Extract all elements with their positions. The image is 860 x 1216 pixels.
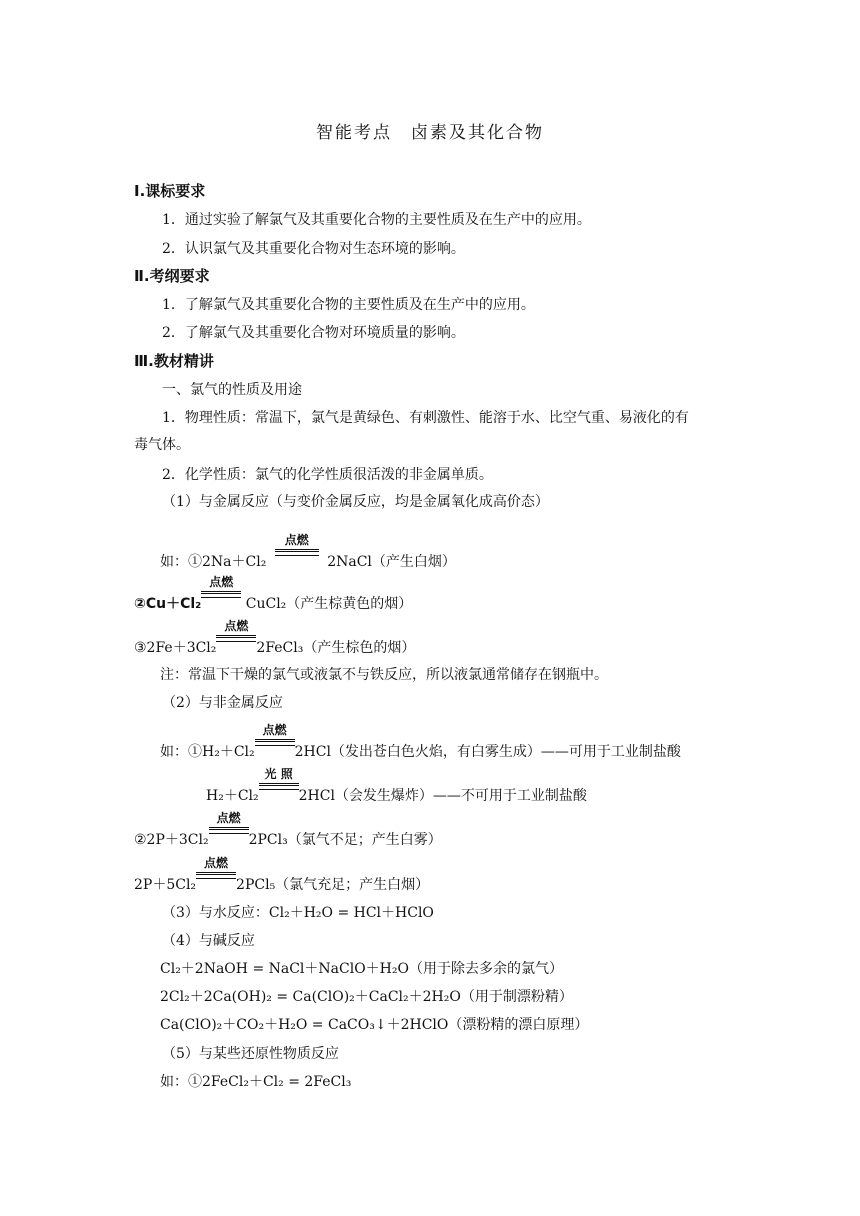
iron-storage-note: 注：常温下干燥的氯气或液氯不与铁反应，所以液氯通常储存在钢瓶中。 [160,667,608,683]
equation-na-cl2 [160,533,456,571]
water-reaction: （3）与水反应：Cl₂＋H₂O = HCl＋HClO [162,905,434,921]
equation-reactants: 如：①H₂＋Cl₂ [160,744,255,760]
reaction-arrow [201,575,241,608]
base-reaction-heading: （4）与碱反应 [162,933,255,949]
equation-naoh: Cl₂＋2NaOH = NaCl＋NaClO＋H₂O（用于除去多余的氯气） [160,961,563,977]
equation-cu-cl2 [134,575,413,613]
reaction-arrow [255,723,295,756]
physical-properties-line2: 毒气体。 [134,437,190,453]
equation-h2-cl2-light [206,767,587,805]
reaction-condition: 点燃 [284,533,309,547]
reaction-arrow [216,619,256,652]
reaction-condition: 点燃 [224,619,249,633]
equation-bleach: Ca(ClO)₂＋CO₂＋H₂O = CaCO₃↓＋2HClO（漂粉精的漂白原理） [160,1017,589,1033]
reducing-reaction-heading: （5）与某些还原性物质反应 [162,1046,339,1062]
equation-products: 2PCl₃（氯气不足；产生白雾） [248,832,442,848]
nonmetal-reaction-heading: （2）与非金属反应 [162,695,283,711]
syllabus-item-1: 1．了解氯气及其重要化合物的主要性质及在生产中的应用。 [162,297,535,313]
curriculum-item-1: 1．通过实验了解氯气及其重要化合物的主要性质及在生产中的应用。 [162,212,591,228]
equation-reactants: 如：①2Na＋Cl₂ [160,554,267,570]
syllabus-item-2: 2．了解氯气及其重要化合物对环境质量的影响。 [162,325,465,341]
equation-reactants: ②2P＋3Cl₂ [134,832,209,848]
equation-p-5cl2 [134,856,430,894]
reaction-arrow [275,533,319,566]
equation-h2-cl2-ignite [160,723,681,761]
equation-fecl2: 如：①2FeCl₂＋Cl₂ = 2FeCl₃ [160,1074,352,1090]
curriculum-item-2: 2．认识氯气及其重要化合物对生态环境的影响。 [162,241,465,257]
reaction-condition: 点燃 [209,575,234,589]
equation-products: 2HCl（发出苍白色火焰，有白雾生成）——可用于工业制盐酸 [294,744,681,760]
reaction-arrow [209,811,249,844]
reaction-condition: 点燃 [216,811,241,825]
reaction-condition: 点燃 [204,856,229,870]
equation-reactants: 2P＋5Cl₂ [134,877,197,893]
physical-properties-line1: 1．物理性质：常温下，氯气是黄绿色、有刺激性、能溶于水、比空气重、易液化的有 [162,410,689,426]
equation-p-3cl2 [134,811,442,849]
equation-products: 2PCl₅（氯气充足；产生白烟） [236,877,430,893]
equation-reactants: ③2Fe＋3Cl₂ [134,640,217,656]
subsection-chlorine: 一、氯气的性质及用途 [162,382,302,398]
reaction-arrow [196,856,236,889]
chemical-properties: 2．化学性质：氯气的化学性质很活泼的非金属单质。 [162,467,493,483]
reaction-arrow [259,767,299,800]
metal-reaction-heading: （1）与金属反应（与变价金属反应，均是金属氧化成高价态） [162,494,549,510]
equation-products: 2NaCl（产生白烟） [327,554,456,570]
equation-caoh2: 2Cl₂＋2Ca(OH)₂ = Ca(ClO)₂＋CaCl₂＋2H₂O（用于制漂粉精） [160,989,573,1005]
section-heading-curriculum: Ⅰ.课标要求 [134,182,206,200]
section-heading-syllabus: Ⅱ.考纲要求 [134,267,210,285]
equation-reactants: H₂＋Cl₂ [206,788,259,804]
section-heading-textbook: Ⅲ.教材精讲 [134,352,214,370]
equation-fe-cl2 [134,619,416,657]
page-title: 智能考点 卤素及其化合物 [316,123,544,143]
equation-products: 2HCl（会发生爆炸）——不可用于工业制盐酸 [298,788,587,804]
reaction-condition: 光 照 [264,767,293,781]
equation-products: 2FeCl₃（产生棕色的烟） [256,640,416,656]
equation-reactants: ②Cu＋Cl₂ [134,596,202,612]
equation-products: CuCl₂（产生棕黄色的烟） [245,596,413,612]
reaction-condition: 点燃 [262,723,287,737]
